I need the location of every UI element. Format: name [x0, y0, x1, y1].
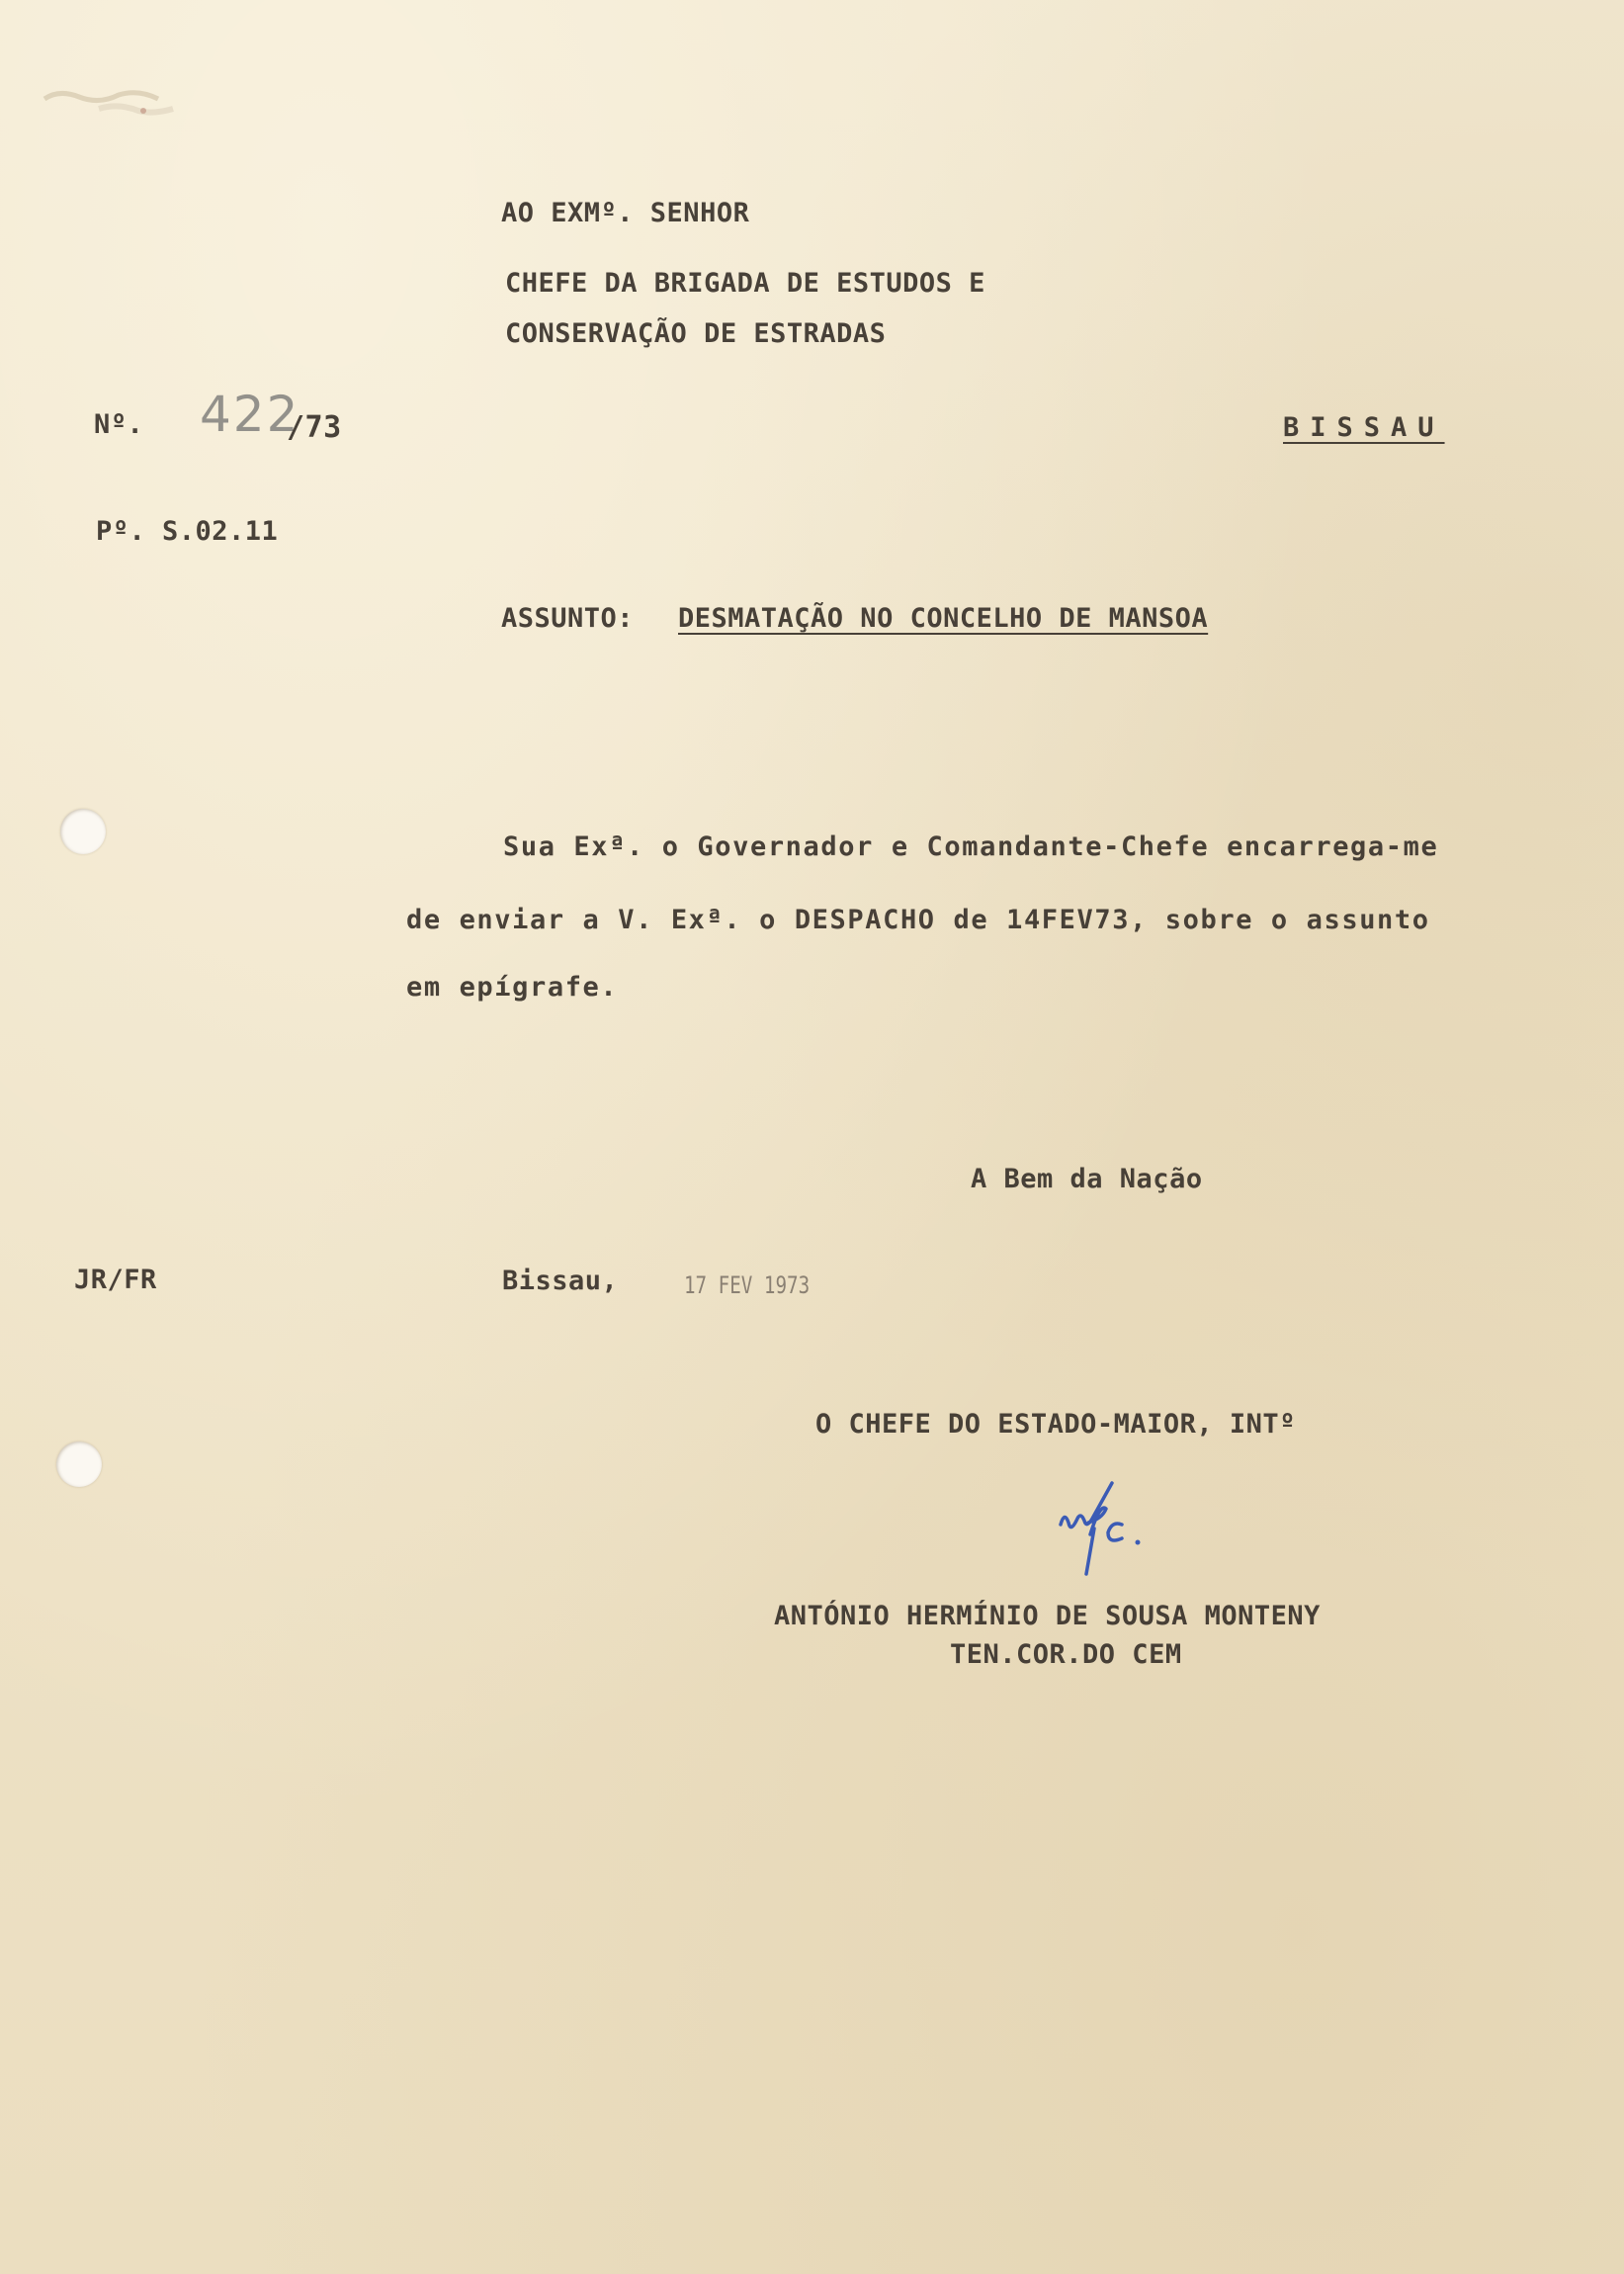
punch-hole-bottom [56, 1442, 102, 1487]
subject-label: ASSUNTO: [501, 603, 635, 634]
addressee-line-2: CHEFE DA BRIGADA DE ESTUDOS E [505, 268, 985, 299]
city-label: BISSAU [1283, 412, 1445, 443]
date-stamp: 17 FEV 1973 [684, 1271, 811, 1299]
body-line-1: Sua Exª. o Governador e Comandante-Chefe encarrega-me [503, 831, 1439, 862]
place-label: Bissau, [502, 1266, 619, 1296]
body-line-3: em epígrafe. [406, 972, 619, 1003]
number-suffix: /73 [287, 410, 342, 445]
addressee-line-3: CONSERVAÇÃO DE ESTRADAS [505, 318, 887, 349]
signatory-title: O CHEFE DO ESTADO-MAIOR, INTº [815, 1409, 1296, 1440]
signatory-rank: TEN.COR.DO CEM [950, 1639, 1182, 1670]
handwritten-signature [1043, 1463, 1161, 1582]
number-handwritten: 422 [200, 386, 300, 443]
punch-hole-top [60, 809, 106, 854]
addressee-line-1: AO EXMº. SENHOR [501, 198, 750, 228]
number-label: Nº. [94, 409, 144, 440]
signatory-name: ANTÓNIO HERMÍNIO DE SOUSA MONTENY [774, 1601, 1321, 1631]
body-line-2: de enviar a V. Exª. o DESPACHO de 14FEV73, sobre o assunto [406, 905, 1430, 935]
typist-initials: JR/FR [74, 1265, 157, 1295]
staple-tear-mark [40, 59, 198, 129]
process-number: Pº. S.02.11 [96, 516, 279, 547]
subject-text: DESMATAÇÃO NO CONCELHO DE MANSOA [678, 603, 1209, 634]
closing-salutation: A Bem da Nação [971, 1164, 1203, 1194]
